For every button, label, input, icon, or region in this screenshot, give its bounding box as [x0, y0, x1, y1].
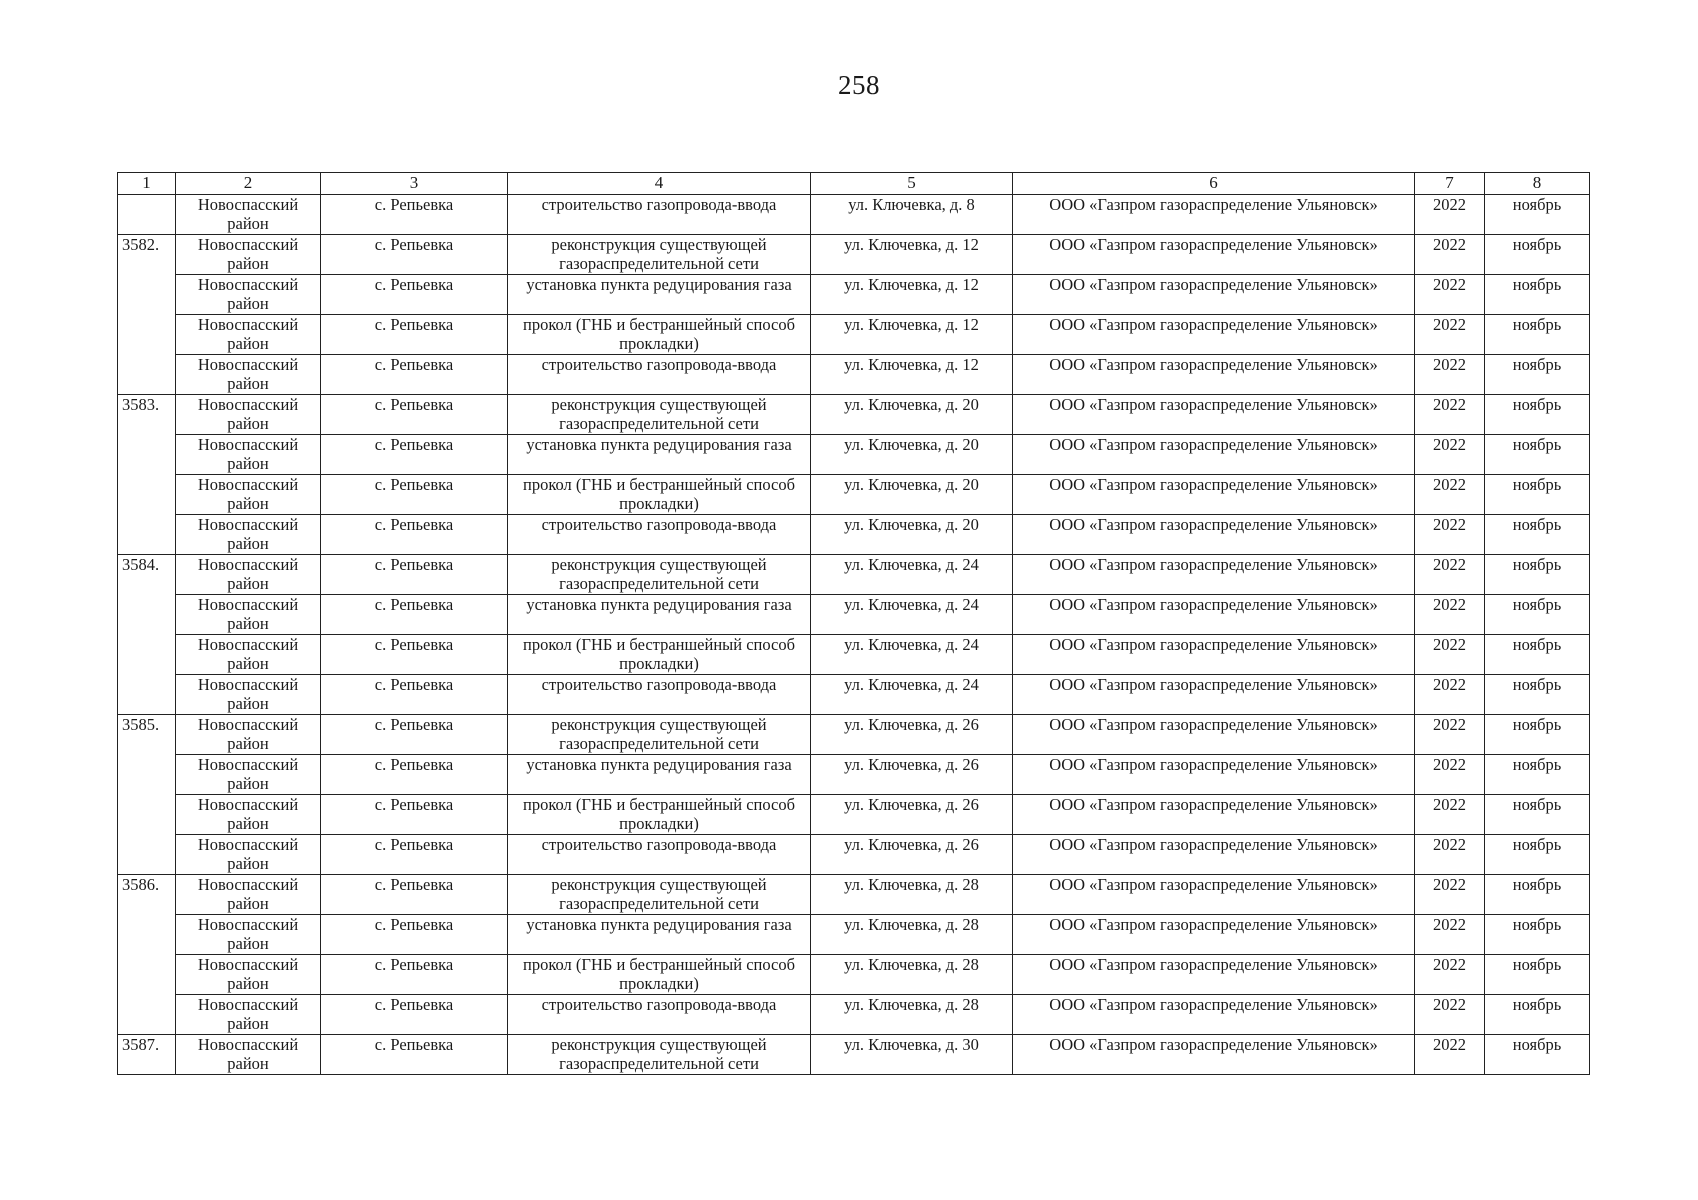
- district-cell: Новоспасский район: [176, 595, 321, 635]
- month-cell: ноябрь: [1485, 635, 1590, 675]
- district-cell: Новоспасский район: [176, 235, 321, 275]
- column-header: 6: [1013, 173, 1415, 195]
- row-number-cell: 3584.: [118, 555, 176, 715]
- organization-cell: ООО «Газпром газораспределение Ульяновск»: [1013, 235, 1415, 275]
- year-cell: 2022: [1415, 675, 1485, 715]
- table-row: [118, 355, 1590, 395]
- year-cell: 2022: [1415, 795, 1485, 835]
- month-cell: ноябрь: [1485, 835, 1590, 875]
- table-row: [118, 395, 1590, 435]
- address-cell: ул. Ключевка, д. 24: [811, 595, 1013, 635]
- year-cell: 2022: [1415, 515, 1485, 555]
- work-type-cell: строительство газопровода-ввода: [508, 995, 811, 1035]
- settlement-cell: с. Репьевка: [321, 955, 508, 995]
- year-cell: 2022: [1415, 595, 1485, 635]
- address-cell: ул. Ключевка, д. 30: [811, 1035, 1013, 1075]
- settlement-cell: с. Репьевка: [321, 475, 508, 515]
- row-number-cell: [118, 195, 176, 235]
- work-type-cell: прокол (ГНБ и бестраншейный способ прокладки): [508, 635, 811, 675]
- settlement-cell: с. Репьевка: [321, 915, 508, 955]
- organization-cell: ООО «Газпром газораспределение Ульяновск»: [1013, 715, 1415, 755]
- work-type-cell: установка пункта редуцирования газа: [508, 435, 811, 475]
- year-cell: 2022: [1415, 315, 1485, 355]
- table-row: [118, 955, 1590, 995]
- year-cell: 2022: [1415, 275, 1485, 315]
- organization-cell: ООО «Газпром газораспределение Ульяновск»: [1013, 995, 1415, 1035]
- district-cell: Новоспасский район: [176, 315, 321, 355]
- month-cell: ноябрь: [1485, 395, 1590, 435]
- year-cell: 2022: [1415, 435, 1485, 475]
- year-cell: 2022: [1415, 915, 1485, 955]
- address-cell: ул. Ключевка, д. 12: [811, 355, 1013, 395]
- year-cell: 2022: [1415, 955, 1485, 995]
- month-cell: ноябрь: [1485, 595, 1590, 635]
- organization-cell: ООО «Газпром газораспределение Ульяновск»: [1013, 435, 1415, 475]
- table-row: [118, 915, 1590, 955]
- district-cell: Новоспасский район: [176, 1035, 321, 1075]
- month-cell: ноябрь: [1485, 475, 1590, 515]
- district-cell: Новоспасский район: [176, 275, 321, 315]
- column-header: 1: [118, 173, 176, 195]
- month-cell: ноябрь: [1485, 355, 1590, 395]
- settlement-cell: с. Репьевка: [321, 435, 508, 475]
- organization-cell: ООО «Газпром газораспределение Ульяновск»: [1013, 755, 1415, 795]
- work-type-cell: строительство газопровода-ввода: [508, 355, 811, 395]
- page-number: 258: [838, 70, 880, 100]
- organization-cell: ООО «Газпром газораспределение Ульяновск»: [1013, 1035, 1415, 1075]
- column-header: 3: [321, 173, 508, 195]
- table-row: [118, 275, 1590, 315]
- organization-cell: ООО «Газпром газораспределение Ульяновск»: [1013, 875, 1415, 915]
- organization-cell: ООО «Газпром газораспределение Ульяновск»: [1013, 395, 1415, 435]
- settlement-cell: с. Репьевка: [321, 275, 508, 315]
- settlement-cell: с. Репьевка: [321, 995, 508, 1035]
- work-type-cell: реконструкция существующей газораспределительной сети: [508, 1035, 811, 1075]
- month-cell: ноябрь: [1485, 435, 1590, 475]
- settlement-cell: с. Репьевка: [321, 835, 508, 875]
- work-type-cell: прокол (ГНБ и бестраншейный способ прокладки): [508, 795, 811, 835]
- year-cell: 2022: [1415, 1035, 1485, 1075]
- address-cell: ул. Ключевка, д. 28: [811, 995, 1013, 1035]
- address-cell: ул. Ключевка, д. 20: [811, 435, 1013, 475]
- organization-cell: ООО «Газпром газораспределение Ульяновск»: [1013, 835, 1415, 875]
- year-cell: 2022: [1415, 875, 1485, 915]
- month-cell: ноябрь: [1485, 995, 1590, 1035]
- table-row: [118, 515, 1590, 555]
- column-header: 4: [508, 173, 811, 195]
- year-cell: 2022: [1415, 995, 1485, 1035]
- table-row: [118, 875, 1590, 915]
- month-cell: ноябрь: [1485, 715, 1590, 755]
- row-number-cell: 3583.: [118, 395, 176, 555]
- organization-cell: ООО «Газпром газораспределение Ульяновск»: [1013, 275, 1415, 315]
- row-number-cell: 3586.: [118, 875, 176, 1035]
- table-row: [118, 475, 1590, 515]
- month-cell: ноябрь: [1485, 235, 1590, 275]
- district-cell: Новоспасский район: [176, 795, 321, 835]
- district-cell: Новоспасский район: [176, 955, 321, 995]
- organization-cell: ООО «Газпром газораспределение Ульяновск»: [1013, 795, 1415, 835]
- work-type-cell: реконструкция существующей газораспределительной сети: [508, 875, 811, 915]
- month-cell: ноябрь: [1485, 315, 1590, 355]
- address-cell: ул. Ключевка, д. 24: [811, 675, 1013, 715]
- settlement-cell: с. Репьевка: [321, 315, 508, 355]
- address-cell: ул. Ключевка, д. 26: [811, 795, 1013, 835]
- table-row: [118, 635, 1590, 675]
- settlement-cell: с. Репьевка: [321, 595, 508, 635]
- work-type-cell: установка пункта редуцирования газа: [508, 595, 811, 635]
- month-cell: ноябрь: [1485, 1035, 1590, 1075]
- table-row: [118, 755, 1590, 795]
- column-header: 2: [176, 173, 321, 195]
- row-number-cell: 3582.: [118, 235, 176, 395]
- settlement-cell: с. Репьевка: [321, 755, 508, 795]
- year-cell: 2022: [1415, 755, 1485, 795]
- settlement-cell: с. Репьевка: [321, 515, 508, 555]
- month-cell: ноябрь: [1485, 515, 1590, 555]
- settlement-cell: с. Репьевка: [321, 715, 508, 755]
- organization-cell: ООО «Газпром газораспределение Ульяновск»: [1013, 675, 1415, 715]
- year-cell: 2022: [1415, 395, 1485, 435]
- district-cell: Новоспасский район: [176, 515, 321, 555]
- table-row: [118, 555, 1590, 595]
- table-row: [118, 1035, 1590, 1075]
- table-row: [118, 835, 1590, 875]
- work-type-cell: строительство газопровода-ввода: [508, 195, 811, 235]
- year-cell: 2022: [1415, 715, 1485, 755]
- year-cell: 2022: [1415, 835, 1485, 875]
- district-cell: Новоспасский район: [176, 195, 321, 235]
- organization-cell: ООО «Газпром газораспределение Ульяновск»: [1013, 475, 1415, 515]
- district-cell: Новоспасский район: [176, 915, 321, 955]
- work-type-cell: реконструкция существующей газораспределительной сети: [508, 555, 811, 595]
- year-cell: 2022: [1415, 475, 1485, 515]
- settlement-cell: с. Репьевка: [321, 395, 508, 435]
- settlement-cell: с. Репьевка: [321, 875, 508, 915]
- table-row: [118, 595, 1590, 635]
- address-cell: ул. Ключевка, д. 26: [811, 715, 1013, 755]
- address-cell: ул. Ключевка, д. 12: [811, 235, 1013, 275]
- organization-cell: ООО «Газпром газораспределение Ульяновск»: [1013, 195, 1415, 235]
- organization-cell: ООО «Газпром газораспределение Ульяновск»: [1013, 915, 1415, 955]
- table-row: [118, 675, 1590, 715]
- row-number-cell: 3585.: [118, 715, 176, 875]
- district-cell: Новоспасский район: [176, 995, 321, 1035]
- table-row: [118, 315, 1590, 355]
- district-cell: Новоспасский район: [176, 835, 321, 875]
- month-cell: ноябрь: [1485, 275, 1590, 315]
- year-cell: 2022: [1415, 355, 1485, 395]
- year-cell: 2022: [1415, 635, 1485, 675]
- year-cell: 2022: [1415, 235, 1485, 275]
- district-cell: Новоспасский район: [176, 435, 321, 475]
- month-cell: ноябрь: [1485, 875, 1590, 915]
- address-cell: ул. Ключевка, д. 20: [811, 395, 1013, 435]
- column-header: 5: [811, 173, 1013, 195]
- work-type-cell: реконструкция существующей газораспределительной сети: [508, 235, 811, 275]
- settlement-cell: с. Репьевка: [321, 235, 508, 275]
- organization-cell: ООО «Газпром газораспределение Ульяновск»: [1013, 555, 1415, 595]
- settlement-cell: с. Репьевка: [321, 355, 508, 395]
- table-row: [118, 795, 1590, 835]
- address-cell: ул. Ключевка, д. 28: [811, 875, 1013, 915]
- work-type-cell: прокол (ГНБ и бестраншейный способ прокладки): [508, 315, 811, 355]
- month-cell: ноябрь: [1485, 755, 1590, 795]
- settlement-cell: с. Репьевка: [321, 675, 508, 715]
- settlement-cell: с. Репьевка: [321, 795, 508, 835]
- address-cell: ул. Ключевка, д. 24: [811, 555, 1013, 595]
- table-body: [118, 195, 1590, 1075]
- address-cell: ул. Ключевка, д. 20: [811, 515, 1013, 555]
- column-header: 7: [1415, 173, 1485, 195]
- organization-cell: ООО «Газпром газораспределение Ульяновск»: [1013, 315, 1415, 355]
- table-row: [118, 435, 1590, 475]
- work-type-cell: прокол (ГНБ и бестраншейный способ прокладки): [508, 475, 811, 515]
- month-cell: ноябрь: [1485, 955, 1590, 995]
- table-row: [118, 235, 1590, 275]
- table-row: [118, 715, 1590, 755]
- month-cell: ноябрь: [1485, 795, 1590, 835]
- month-cell: ноябрь: [1485, 195, 1590, 235]
- district-cell: Новоспасский район: [176, 475, 321, 515]
- address-cell: ул. Ключевка, д. 28: [811, 955, 1013, 995]
- work-type-cell: установка пункта редуцирования газа: [508, 755, 811, 795]
- district-cell: Новоспасский район: [176, 395, 321, 435]
- address-cell: ул. Ключевка, д. 12: [811, 315, 1013, 355]
- work-type-cell: строительство газопровода-ввода: [508, 515, 811, 555]
- address-cell: ул. Ключевка, д. 8: [811, 195, 1013, 235]
- address-cell: ул. Ключевка, д. 28: [811, 915, 1013, 955]
- work-type-cell: строительство газопровода-ввода: [508, 835, 811, 875]
- district-cell: Новоспасский район: [176, 555, 321, 595]
- organization-cell: ООО «Газпром газораспределение Ульяновск»: [1013, 515, 1415, 555]
- year-cell: 2022: [1415, 195, 1485, 235]
- address-cell: ул. Ключевка, д. 20: [811, 475, 1013, 515]
- settlement-cell: с. Репьевка: [321, 555, 508, 595]
- month-cell: ноябрь: [1485, 675, 1590, 715]
- district-cell: Новоспасский район: [176, 635, 321, 675]
- organization-cell: ООО «Газпром газораспределение Ульяновск»: [1013, 595, 1415, 635]
- work-type-cell: реконструкция существующей газораспределительной сети: [508, 715, 811, 755]
- address-cell: ул. Ключевка, д. 12: [811, 275, 1013, 315]
- table-row: [118, 195, 1590, 235]
- organization-cell: ООО «Газпром газораспределение Ульяновск»: [1013, 355, 1415, 395]
- month-cell: ноябрь: [1485, 555, 1590, 595]
- organization-cell: ООО «Газпром газораспределение Ульяновск»: [1013, 955, 1415, 995]
- settlement-cell: с. Репьевка: [321, 635, 508, 675]
- district-cell: Новоспасский район: [176, 355, 321, 395]
- address-cell: ул. Ключевка, д. 26: [811, 755, 1013, 795]
- table-row: [118, 995, 1590, 1035]
- month-cell: ноябрь: [1485, 915, 1590, 955]
- district-cell: Новоспасский район: [176, 755, 321, 795]
- work-type-cell: установка пункта редуцирования газа: [508, 275, 811, 315]
- year-cell: 2022: [1415, 555, 1485, 595]
- work-type-cell: строительство газопровода-ввода: [508, 675, 811, 715]
- district-cell: Новоспасский район: [176, 675, 321, 715]
- organization-cell: ООО «Газпром газораспределение Ульяновск»: [1013, 635, 1415, 675]
- address-cell: ул. Ключевка, д. 26: [811, 835, 1013, 875]
- row-number-cell: 3587.: [118, 1035, 176, 1075]
- address-cell: ул. Ключевка, д. 24: [811, 635, 1013, 675]
- column-header: 8: [1485, 173, 1590, 195]
- work-type-cell: прокол (ГНБ и бестраншейный способ прокладки): [508, 955, 811, 995]
- work-type-cell: установка пункта редуцирования газа: [508, 915, 811, 955]
- settlement-cell: с. Репьевка: [321, 1035, 508, 1075]
- work-type-cell: реконструкция существующей газораспределительной сети: [508, 395, 811, 435]
- header-row: [118, 173, 1590, 195]
- district-cell: Новоспасский район: [176, 875, 321, 915]
- works-table: [117, 172, 1590, 1075]
- settlement-cell: с. Репьевка: [321, 195, 508, 235]
- district-cell: Новоспасский район: [176, 715, 321, 755]
